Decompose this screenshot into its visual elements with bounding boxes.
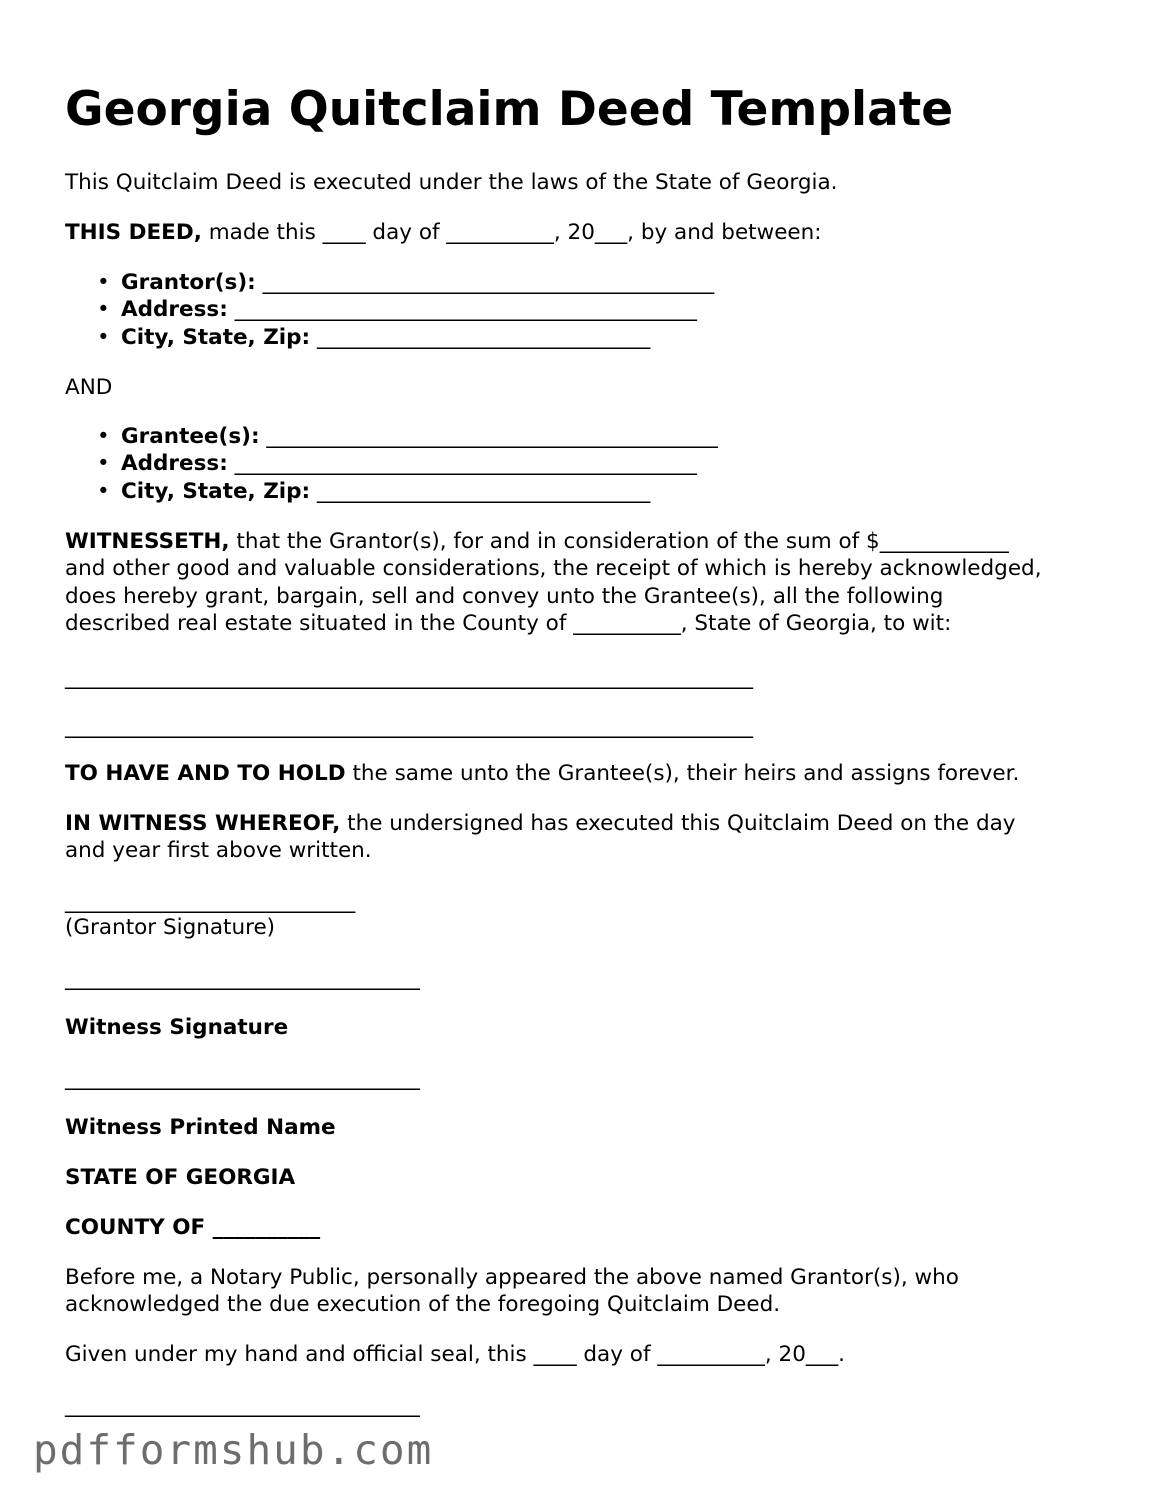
- field-label: City, State, Zip:: [121, 324, 311, 350]
- grantor-name-field[interactable]: [65, 269, 714, 296]
- state-heading-text: STATE OF GEORGIA: [65, 1165, 296, 1190]
- grantee-city-state-zip-field[interactable]: [65, 478, 718, 505]
- property-description-blank-2[interactable]: ________________________________________________________________: [65, 714, 753, 739]
- notary-acknowledgment: [65, 1264, 959, 1319]
- field-label: Grantee(s):: [121, 424, 260, 449]
- grantee-fields-list: [65, 423, 718, 505]
- in-witness-lead: IN WITNESS WHEREOF,: [65, 811, 341, 836]
- habendum-text: the same unto the Grantee(s), their heirs and assigns forever.: [345, 761, 1020, 786]
- grantor-city-state-zip-field[interactable]: [65, 324, 714, 351]
- deed-lead: THIS DEED,: [65, 220, 202, 245]
- witnesseth-lead: WITNESSETH,: [65, 529, 230, 554]
- witnesseth-paragraph: [65, 528, 1042, 637]
- witnesseth-line-2: and other good and valuable considerations, the receipt of which is hereby acknowledged,: [65, 556, 1042, 582]
- field-blank: __________________________________________: [255, 270, 715, 295]
- watermark-logo: pdfformshub.com: [33, 1426, 434, 1474]
- intro-text: This Quitclaim Deed is executed under the laws of the State of Georgia.: [65, 170, 838, 195]
- field-blank: _______________________________: [310, 324, 651, 350]
- witness-signature-text: Witness Signature: [65, 1015, 289, 1040]
- field-label: Address:: [121, 297, 228, 323]
- witnesseth-line-1: [65, 528, 1042, 555]
- in-witness-paragraph: [65, 810, 1016, 865]
- in-witness-line-2: and year first above written.: [65, 838, 372, 864]
- grantor-signature-label: (Grantor Signature): [65, 915, 276, 940]
- witness-signature-line[interactable]: _________________________________: [65, 966, 420, 991]
- in-witness-line-1: [65, 810, 1016, 837]
- field-label: Address:: [121, 451, 228, 477]
- grantor-signature-line[interactable]: ___________________________: [65, 889, 356, 914]
- county-heading: [65, 1214, 320, 1241]
- notary-line-1: Before me, a Notary Public, personally appeared the above named Grantor(s), who: [65, 1265, 959, 1290]
- county-heading-text: COUNTY OF __________: [65, 1215, 321, 1240]
- field-blank: ___________________________________________: [227, 297, 697, 323]
- grantor-address-field[interactable]: [65, 296, 714, 323]
- witnesseth-text: that the Grantor(s), for and in consideration of the sum of $____________: [229, 529, 1009, 554]
- property-description-blank-1[interactable]: ________________________________________________________________: [65, 665, 753, 690]
- notary-line-2: acknowledged the due execution of the foregoing Quitclaim Deed.: [65, 1292, 781, 1318]
- notary-signature-line[interactable]: _________________________________: [65, 1393, 420, 1418]
- grantor-fields-list: [65, 269, 714, 351]
- state-heading: [65, 1164, 295, 1191]
- habendum-lead: TO HAVE AND TO HOLD: [65, 761, 346, 786]
- field-blank: _______________________________: [310, 478, 651, 504]
- and-separator: AND: [65, 375, 113, 400]
- page-title: Georgia Quitclaim Deed Template: [65, 82, 954, 137]
- field-label: City, State, Zip:: [121, 478, 311, 504]
- witnesseth-line-4: described real estate situated in the County of __________, State of Georgia, to wit:: [65, 610, 952, 636]
- in-witness-text: the undersigned has executed this Quitclaim Deed on the day: [340, 811, 1016, 836]
- given-under-hand-line: Given under my hand and official seal, this ____ day of __________, 20___.: [65, 1342, 845, 1367]
- habendum-clause: [65, 760, 1019, 787]
- witnesseth-line-3: does hereby grant, bargain, sell and convey unto the Grantee(s), all the following: [65, 583, 944, 609]
- field-blank: ___________________________________________: [227, 451, 697, 477]
- field-blank: __________________________________________: [259, 424, 718, 449]
- grantee-address-field[interactable]: [65, 450, 718, 477]
- field-label: Grantor(s):: [121, 270, 256, 295]
- deed-date-text: made this ____ day of __________, 20___, by and between:: [201, 220, 822, 245]
- deed-date-line: [65, 219, 822, 246]
- witness-name-text: Witness Printed Name: [65, 1115, 336, 1140]
- witness-name-line[interactable]: _________________________________: [65, 1066, 420, 1091]
- witness-name-label: [65, 1114, 336, 1141]
- witness-signature-label: [65, 1014, 288, 1041]
- grantee-name-field[interactable]: [65, 423, 718, 450]
